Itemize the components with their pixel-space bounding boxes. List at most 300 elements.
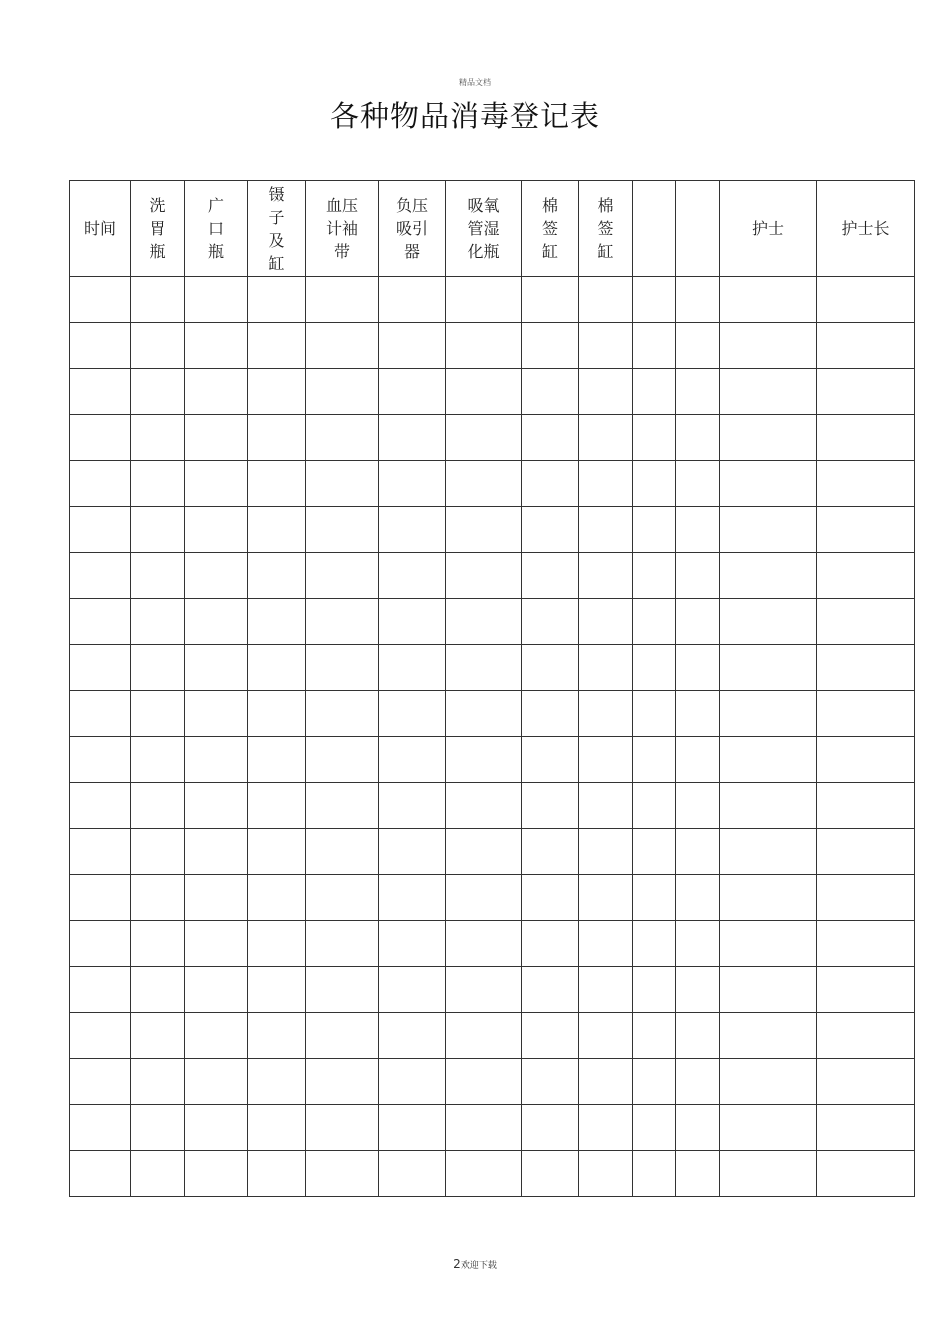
table-cell[interactable]: [248, 553, 306, 599]
table-cell[interactable]: [720, 1059, 817, 1105]
table-cell[interactable]: [579, 645, 633, 691]
table-row: [70, 461, 915, 507]
table-row: [70, 1059, 915, 1105]
table-cell[interactable]: [306, 369, 379, 415]
col-header-bp-cuff: 血压计袖带: [306, 181, 379, 277]
table-cell[interactable]: [185, 829, 248, 875]
table-cell[interactable]: [720, 369, 817, 415]
table-cell[interactable]: [446, 829, 522, 875]
table-cell[interactable]: [131, 783, 185, 829]
table-cell[interactable]: [379, 737, 446, 783]
table-cell[interactable]: [579, 829, 633, 875]
table-cell[interactable]: [817, 415, 915, 461]
table-cell[interactable]: [720, 921, 817, 967]
table-cell[interactable]: [248, 967, 306, 1013]
table-cell[interactable]: [446, 691, 522, 737]
table-cell[interactable]: [522, 507, 579, 553]
table-cell[interactable]: [185, 1013, 248, 1059]
table-cell[interactable]: [306, 737, 379, 783]
table-row: [70, 599, 915, 645]
table-cell[interactable]: [70, 507, 131, 553]
page-footer: [0, 1257, 950, 1271]
table-cell[interactable]: [676, 1013, 720, 1059]
table-cell[interactable]: [70, 1013, 131, 1059]
table-cell[interactable]: [633, 737, 676, 783]
table-cell[interactable]: [70, 553, 131, 599]
table-cell[interactable]: [248, 1105, 306, 1151]
footer-text: 欢迎下载: [460, 1261, 497, 1271]
table-cell[interactable]: [817, 691, 915, 737]
table-cell[interactable]: [379, 921, 446, 967]
table-cell[interactable]: [633, 277, 676, 323]
table-row: [70, 1013, 915, 1059]
table-cell[interactable]: [446, 599, 522, 645]
table-cell[interactable]: [306, 967, 379, 1013]
table-cell[interactable]: [633, 1059, 676, 1105]
table-cell[interactable]: [633, 507, 676, 553]
table-cell[interactable]: [185, 921, 248, 967]
table-cell[interactable]: [676, 323, 720, 369]
table-cell[interactable]: [817, 783, 915, 829]
table-cell[interactable]: [306, 1059, 379, 1105]
table-cell[interactable]: [579, 553, 633, 599]
col-header-time: 时间: [70, 181, 131, 277]
table-row: [70, 783, 915, 829]
table-cell[interactable]: [131, 461, 185, 507]
table-cell[interactable]: [248, 323, 306, 369]
table-cell[interactable]: [248, 461, 306, 507]
table-cell[interactable]: [720, 553, 817, 599]
table-cell[interactable]: [633, 369, 676, 415]
table-cell[interactable]: [633, 921, 676, 967]
table-cell[interactable]: [446, 323, 522, 369]
table-cell[interactable]: [446, 369, 522, 415]
table-cell[interactable]: [185, 553, 248, 599]
table-cell[interactable]: [579, 783, 633, 829]
col-header-blank-1: [633, 181, 676, 277]
table-cell[interactable]: [676, 277, 720, 323]
table-cell[interactable]: [522, 875, 579, 921]
table-cell[interactable]: [70, 415, 131, 461]
table-cell[interactable]: [446, 415, 522, 461]
table-cell[interactable]: [306, 783, 379, 829]
table-cell[interactable]: [579, 323, 633, 369]
table-cell[interactable]: [446, 1013, 522, 1059]
table-cell[interactable]: [817, 967, 915, 1013]
table-cell[interactable]: [579, 967, 633, 1013]
table-cell[interactable]: [817, 737, 915, 783]
table-cell[interactable]: [676, 645, 720, 691]
table-cell[interactable]: [579, 1105, 633, 1151]
table-cell[interactable]: [131, 1013, 185, 1059]
table-cell[interactable]: [379, 1059, 446, 1105]
table-cell[interactable]: [817, 507, 915, 553]
table-cell[interactable]: [379, 645, 446, 691]
table-cell[interactable]: [248, 645, 306, 691]
table-cell[interactable]: [248, 1151, 306, 1197]
table-cell[interactable]: [248, 1013, 306, 1059]
table-row: [70, 737, 915, 783]
table-cell[interactable]: [817, 553, 915, 599]
table-cell[interactable]: [379, 461, 446, 507]
table-cell[interactable]: [522, 921, 579, 967]
table-cell[interactable]: [70, 369, 131, 415]
table-cell[interactable]: [248, 783, 306, 829]
table-cell[interactable]: [522, 783, 579, 829]
table-header-row: [70, 181, 915, 277]
table-cell[interactable]: [633, 553, 676, 599]
table-cell[interactable]: [720, 1105, 817, 1151]
table-cell[interactable]: [185, 507, 248, 553]
table-cell[interactable]: [720, 645, 817, 691]
table-cell[interactable]: [579, 1151, 633, 1197]
col-header-head-nurse: 护士长: [817, 181, 915, 277]
table-cell[interactable]: [306, 829, 379, 875]
table-cell[interactable]: [248, 691, 306, 737]
table-cell[interactable]: [720, 967, 817, 1013]
table-cell[interactable]: [720, 829, 817, 875]
table-cell[interactable]: [446, 1105, 522, 1151]
table-cell[interactable]: [676, 1105, 720, 1151]
table-cell[interactable]: [185, 1059, 248, 1105]
table-cell[interactable]: [248, 1059, 306, 1105]
table-cell[interactable]: [131, 967, 185, 1013]
table-cell[interactable]: [379, 553, 446, 599]
table-cell[interactable]: [379, 415, 446, 461]
table-cell[interactable]: [522, 277, 579, 323]
table-cell[interactable]: [131, 507, 185, 553]
table-cell[interactable]: [185, 323, 248, 369]
table-cell[interactable]: [131, 553, 185, 599]
table-body: [70, 277, 915, 1197]
table-cell[interactable]: [720, 415, 817, 461]
table-row: [70, 829, 915, 875]
table-cell[interactable]: [676, 829, 720, 875]
table-row: [70, 415, 915, 461]
table-cell[interactable]: [70, 829, 131, 875]
table-cell[interactable]: [131, 645, 185, 691]
table-cell[interactable]: [522, 1105, 579, 1151]
table-cell[interactable]: [579, 1013, 633, 1059]
table-cell[interactable]: [522, 829, 579, 875]
table-cell[interactable]: [817, 921, 915, 967]
table-cell[interactable]: [185, 875, 248, 921]
table-cell[interactable]: [633, 783, 676, 829]
table-cell[interactable]: [185, 783, 248, 829]
table-cell[interactable]: [70, 1059, 131, 1105]
table-cell[interactable]: [522, 1151, 579, 1197]
table-row: [70, 277, 915, 323]
table-cell[interactable]: [379, 829, 446, 875]
header-note: 精品文档: [459, 78, 491, 87]
table-cell[interactable]: [633, 875, 676, 921]
table-row: [70, 967, 915, 1013]
table-cell[interactable]: [248, 829, 306, 875]
table-row: [70, 507, 915, 553]
table-cell[interactable]: [633, 1105, 676, 1151]
page-number: 2: [453, 1257, 461, 1271]
table-cell[interactable]: [70, 1105, 131, 1151]
table-cell[interactable]: [676, 599, 720, 645]
table-cell[interactable]: [248, 921, 306, 967]
table-cell[interactable]: [579, 875, 633, 921]
table-cell[interactable]: [70, 783, 131, 829]
table-cell[interactable]: [70, 599, 131, 645]
table-row: [70, 553, 915, 599]
table-cell[interactable]: [379, 323, 446, 369]
table-cell[interactable]: [379, 1013, 446, 1059]
table-cell[interactable]: [306, 691, 379, 737]
table-cell[interactable]: [131, 323, 185, 369]
table-cell[interactable]: [306, 277, 379, 323]
table-cell[interactable]: [306, 1151, 379, 1197]
table-cell[interactable]: [579, 369, 633, 415]
table-cell[interactable]: [248, 599, 306, 645]
table-cell[interactable]: [248, 277, 306, 323]
table-cell[interactable]: [446, 1151, 522, 1197]
table-cell[interactable]: [676, 1059, 720, 1105]
table-cell[interactable]: [676, 691, 720, 737]
table-cell[interactable]: [522, 323, 579, 369]
table-cell[interactable]: [185, 461, 248, 507]
table-cell[interactable]: [379, 1151, 446, 1197]
table-cell[interactable]: [579, 507, 633, 553]
table-cell[interactable]: [633, 691, 676, 737]
table-cell[interactable]: [131, 691, 185, 737]
table-cell[interactable]: [676, 507, 720, 553]
table-cell[interactable]: [720, 277, 817, 323]
table-cell[interactable]: [185, 691, 248, 737]
col-header-oxygen-humidifier: 吸氧管湿化瓶: [446, 181, 522, 277]
table-cell[interactable]: [306, 507, 379, 553]
table-cell[interactable]: [676, 461, 720, 507]
table-cell[interactable]: [306, 323, 379, 369]
table-cell[interactable]: [579, 461, 633, 507]
table-row: [70, 921, 915, 967]
table-cell[interactable]: [676, 415, 720, 461]
table-row: [70, 1151, 915, 1197]
table-cell[interactable]: [446, 921, 522, 967]
table-cell[interactable]: [379, 691, 446, 737]
col-header-suction-device: 负压吸引器: [379, 181, 446, 277]
table-cell[interactable]: [306, 645, 379, 691]
table-cell[interactable]: [70, 875, 131, 921]
table-cell[interactable]: [579, 599, 633, 645]
table-cell[interactable]: [306, 599, 379, 645]
table-cell[interactable]: [446, 1059, 522, 1105]
table-cell[interactable]: [306, 1013, 379, 1059]
table-cell[interactable]: [579, 277, 633, 323]
table-cell[interactable]: [676, 369, 720, 415]
table-cell[interactable]: [379, 507, 446, 553]
table-cell[interactable]: [446, 967, 522, 1013]
table-cell[interactable]: [185, 1105, 248, 1151]
table-cell[interactable]: [446, 277, 522, 323]
table-cell[interactable]: [131, 737, 185, 783]
table-cell[interactable]: [817, 645, 915, 691]
table-cell[interactable]: [185, 1151, 248, 1197]
table-cell[interactable]: [446, 507, 522, 553]
table-cell[interactable]: [633, 645, 676, 691]
table-cell[interactable]: [306, 1105, 379, 1151]
table-cell[interactable]: [633, 1013, 676, 1059]
table-cell[interactable]: [248, 415, 306, 461]
page-title: 各种物品消毒登记表: [329, 99, 600, 133]
table-cell[interactable]: [70, 323, 131, 369]
table-cell[interactable]: [522, 553, 579, 599]
registration-table: [69, 180, 915, 1197]
table-cell[interactable]: [306, 921, 379, 967]
table-cell[interactable]: [379, 783, 446, 829]
table-cell[interactable]: [131, 599, 185, 645]
table-cell[interactable]: [446, 461, 522, 507]
table-cell[interactable]: [131, 921, 185, 967]
table-cell[interactable]: [185, 415, 248, 461]
table-cell[interactable]: [131, 277, 185, 323]
col-header-swab-jar-2: 棉签缸: [579, 181, 633, 277]
table-row: [70, 369, 915, 415]
table-cell[interactable]: [817, 369, 915, 415]
table-cell[interactable]: [676, 875, 720, 921]
table-cell[interactable]: [817, 1151, 915, 1197]
table-cell[interactable]: [720, 461, 817, 507]
table-cell[interactable]: [720, 323, 817, 369]
table-cell[interactable]: [131, 829, 185, 875]
col-header-swab-jar-1: 棉签缸: [522, 181, 579, 277]
table-cell[interactable]: [131, 369, 185, 415]
table-cell[interactable]: [633, 967, 676, 1013]
table-cell[interactable]: [70, 1151, 131, 1197]
col-header-gastric-bottle: 洗胃瓶: [131, 181, 185, 277]
table-cell[interactable]: [633, 829, 676, 875]
table-cell[interactable]: [522, 415, 579, 461]
table-cell[interactable]: [720, 783, 817, 829]
table-cell[interactable]: [817, 323, 915, 369]
table-cell[interactable]: [131, 1105, 185, 1151]
table-cell[interactable]: [70, 461, 131, 507]
table-cell[interactable]: [522, 461, 579, 507]
table-cell[interactable]: [446, 645, 522, 691]
table-row: [70, 875, 915, 921]
table-cell[interactable]: [720, 1013, 817, 1059]
table-cell[interactable]: [379, 599, 446, 645]
table-cell[interactable]: [185, 737, 248, 783]
table-cell[interactable]: [306, 875, 379, 921]
table-cell[interactable]: [306, 415, 379, 461]
table-cell[interactable]: [720, 875, 817, 921]
table-cell[interactable]: [131, 1151, 185, 1197]
table-cell[interactable]: [817, 461, 915, 507]
table-cell[interactable]: [379, 1105, 446, 1151]
table-cell[interactable]: [676, 737, 720, 783]
table-cell[interactable]: [185, 277, 248, 323]
table-cell[interactable]: [248, 875, 306, 921]
table-cell[interactable]: [720, 507, 817, 553]
table-cell[interactable]: [676, 967, 720, 1013]
table-cell[interactable]: [817, 599, 915, 645]
table-cell[interactable]: [522, 1059, 579, 1105]
table-cell[interactable]: [306, 461, 379, 507]
col-header-wide-mouth-bottle: 广口瓶: [185, 181, 248, 277]
table-cell[interactable]: [131, 415, 185, 461]
table-cell[interactable]: [522, 599, 579, 645]
table-cell[interactable]: [817, 875, 915, 921]
table-cell[interactable]: [379, 875, 446, 921]
table-cell[interactable]: [522, 645, 579, 691]
table-cell[interactable]: [817, 1013, 915, 1059]
table-row: [70, 323, 915, 369]
table-cell[interactable]: [70, 645, 131, 691]
table-cell[interactable]: [633, 461, 676, 507]
table-cell[interactable]: [720, 599, 817, 645]
table-cell[interactable]: [579, 415, 633, 461]
table-cell[interactable]: [185, 599, 248, 645]
table-cell[interactable]: [131, 1059, 185, 1105]
table-cell[interactable]: [720, 691, 817, 737]
col-header-nurse: 护士: [720, 181, 817, 277]
table-cell[interactable]: [185, 369, 248, 415]
table-cell[interactable]: [579, 737, 633, 783]
table-cell[interactable]: [70, 277, 131, 323]
table-cell[interactable]: [720, 1151, 817, 1197]
table-cell[interactable]: [185, 645, 248, 691]
table-cell[interactable]: [306, 553, 379, 599]
table-cell[interactable]: [633, 1151, 676, 1197]
table-cell[interactable]: [676, 921, 720, 967]
table-cell[interactable]: [676, 553, 720, 599]
col-header-blank-2: [676, 181, 720, 277]
table-row: [70, 691, 915, 737]
table-cell[interactable]: [446, 553, 522, 599]
table-cell[interactable]: [248, 369, 306, 415]
table-cell[interactable]: [248, 507, 306, 553]
table-cell[interactable]: [446, 875, 522, 921]
table-cell[interactable]: [817, 1105, 915, 1151]
table-cell[interactable]: [817, 829, 915, 875]
table-cell[interactable]: [817, 1059, 915, 1105]
col-header-forceps-jar: 镊子及缸: [248, 181, 306, 277]
table-cell[interactable]: [446, 783, 522, 829]
table-row: [70, 645, 915, 691]
table-cell[interactable]: [70, 921, 131, 967]
table-cell[interactable]: [522, 691, 579, 737]
table-cell[interactable]: [676, 1151, 720, 1197]
table-cell[interactable]: [248, 737, 306, 783]
table-cell[interactable]: [817, 277, 915, 323]
table-cell[interactable]: [579, 691, 633, 737]
table-cell[interactable]: [185, 967, 248, 1013]
table-cell[interactable]: [70, 967, 131, 1013]
table-cell[interactable]: [379, 369, 446, 415]
table-cell[interactable]: [131, 875, 185, 921]
table-cell[interactable]: [720, 737, 817, 783]
table-cell[interactable]: [579, 921, 633, 967]
table-cell[interactable]: [379, 967, 446, 1013]
table-cell[interactable]: [379, 277, 446, 323]
table-cell[interactable]: [522, 737, 579, 783]
table-cell[interactable]: [579, 1059, 633, 1105]
table-cell[interactable]: [633, 599, 676, 645]
table-cell[interactable]: [633, 415, 676, 461]
table-cell[interactable]: [633, 323, 676, 369]
table-cell[interactable]: [522, 967, 579, 1013]
table-cell[interactable]: [446, 737, 522, 783]
table-cell[interactable]: [522, 1013, 579, 1059]
table-cell[interactable]: [522, 369, 579, 415]
table-cell[interactable]: [676, 783, 720, 829]
table-cell[interactable]: [70, 691, 131, 737]
table-cell[interactable]: [70, 737, 131, 783]
